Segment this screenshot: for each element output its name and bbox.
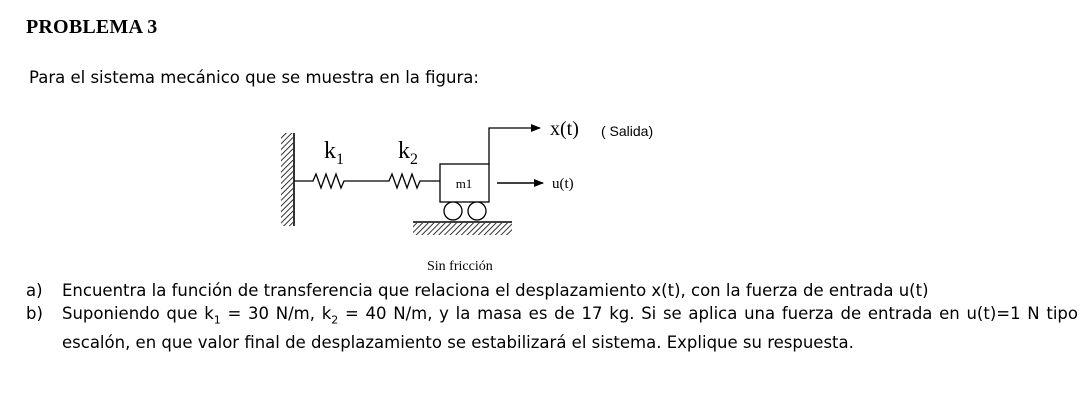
ground-hatch <box>413 223 512 235</box>
question-a <box>26 279 1082 302</box>
question-b-text: Suponiendo que $k_1 = 30$ N/m, $k_2 = 40$ N/m, y la masa es de 17 kg. Si se aplica una fuerza de entrada en u(t)=1 N tipo escalón, en que valor final de desplazamiento se estabilizará el sistema. Explique su respuesta. <box>62 304 1078 353</box>
output-note: ( Salida) <box>601 123 654 139</box>
spring-k1 <box>294 174 350 188</box>
mass-label: m1 <box>455 176 473 191</box>
wheel-right <box>468 202 486 220</box>
output-label: x(t) <box>550 118 579 140</box>
input-label: u(t) <box>552 176 574 192</box>
k1-label: $k_1$ <box>324 138 344 168</box>
problem-title: PROBLEMA 3 <box>26 16 158 38</box>
output-connector <box>489 128 503 164</box>
figure-caption: Sin fricción <box>427 259 493 274</box>
intro-text: Para el sistema mecánico que se muestra en la figura: <box>29 68 479 87</box>
question-b <box>26 302 1082 382</box>
question-a-label: a) <box>26 281 43 300</box>
wall-hatch <box>281 133 293 226</box>
k2-label: $k_2$ <box>398 138 418 168</box>
wheel-left <box>444 202 462 220</box>
question-b-label: b) <box>26 304 43 323</box>
spring-k2 <box>383 174 440 188</box>
question-a-text: Encuentra la función de transferencia que relaciona el desplazamiento x(t), con la fuerza de entrada u(t) <box>62 281 929 300</box>
